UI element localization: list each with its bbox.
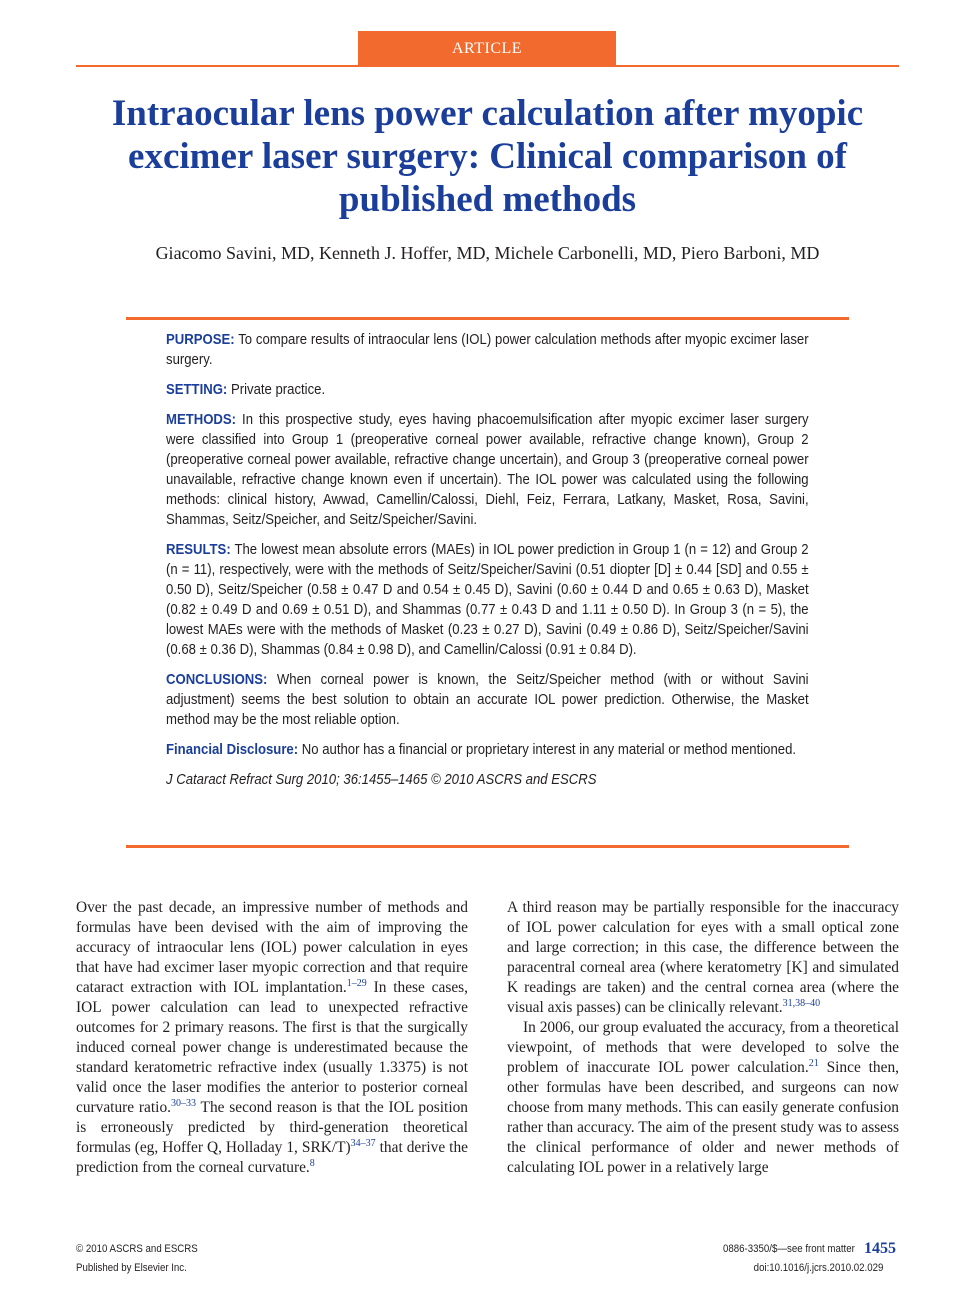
body-text: In 2006, our group evaluated the accuracy, from a theoretical viewpoint, of methods that were developed to solve the problem of inaccurate IOL power calculation. (507, 1019, 899, 1076)
abstract-methods (166, 410, 809, 530)
body-text: The second reason is that the IOL position is erroneously predicted by third-generation theoretical formulas (eg, Hoffer Q, Holladay 1, SRK/T) (76, 1099, 468, 1156)
reference-link[interactable]: 21 (808, 1057, 819, 1069)
abstract-results (166, 540, 809, 660)
abstract-top-rule (126, 317, 849, 320)
article-title: Intraocular lens power calculation after myopic excimer laser surgery: Clinical comparison of published methods (111, 93, 864, 220)
body-text: Over the past decade, an impressive number of methods and formulas have been devised with the aim of improving the accuracy of intraocular lens (IOL) power calculation in eyes that have had excimer laser myopic correction and that require cataract extraction with IOL implantation. (76, 899, 468, 996)
reference-link[interactable]: 34–37 (350, 1137, 376, 1149)
footer-publisher: Published by Elsevier Inc. (76, 1262, 187, 1274)
body-column-right (507, 898, 899, 1178)
reference-link[interactable]: 1–29 (346, 977, 367, 989)
reference-link[interactable]: 31,38–40 (782, 997, 821, 1009)
abstract-financial-disclosure (166, 740, 809, 760)
body-paragraph (507, 898, 899, 1018)
footer-doi[interactable]: doi:10.1016/j.jcrs.2010.02.029 (753, 1262, 883, 1274)
abstract-label: METHODS: (166, 412, 237, 428)
author-list: Giacomo Savini, MD, Kenneth J. Hoffer, MD, Michele Carbonelli, MD, Piero Barboni, MD (155, 243, 820, 263)
abstract-text: No author has a financial or proprietary interest in any material or method mentioned. (298, 742, 797, 758)
footer-issn: 0886-3350/$—see front matter (723, 1243, 855, 1255)
abstract-label: Financial Disclosure: (166, 742, 299, 758)
body-text: In these cases, IOL power calculation can lead to unexpected refractive outcomes for 2 primary reasons. The first is that the surgically induced corneal power change is underestimated because the standard keratometric refractive index (usually 1.3375) is not valid once the laser modifies the anterior to posterior corneal curvature ratio. (76, 979, 468, 1116)
abstract-label: SETTING: (166, 382, 228, 398)
body-text: that derive the prediction from the corneal curvature. (76, 1139, 468, 1176)
abstract-text: When corneal power is known, the Seitz/Speicher method (with or without Savini adjustment) seems the best solution to obtain an accurate IOL power prediction. Otherwise, the Masket method may be the most reliable option. (166, 672, 809, 728)
abstract (166, 330, 809, 800)
abstract-bottom-rule (126, 845, 849, 848)
body-text: A third reason may be partially responsible for the inaccuracy of IOL power calculation for eyes with a small optical zone and large correction; in this case, the difference between the paracentral corneal area (where keratometry [K] and simulated K readings are taken) and the central cornea area (where the visual axis passes) can be clinically relevant. (507, 899, 899, 1016)
abstract-label: PURPOSE: (166, 332, 235, 348)
journal-citation: J Cataract Refract Surg 2010; 36:1455–1465 © 2010 ASCRS and ESCRS (166, 772, 597, 788)
abstract-label: RESULTS: (166, 542, 231, 558)
body-paragraph (76, 898, 468, 1178)
header-rule (76, 65, 899, 67)
abstract-label: CONCLUSIONS: (166, 672, 268, 688)
article-type-tag: ARTICLE (358, 31, 616, 66)
abstract-conclusions (166, 670, 809, 730)
footer-copyright: © 2010 ASCRS and ESCRS (76, 1243, 198, 1255)
reference-link[interactable]: 30–33 (171, 1097, 196, 1109)
body-paragraph (507, 1018, 899, 1178)
abstract-text: In this prospective study, eyes having phacoemulsification after myopic excimer laser surgery were classified into Group 1 (preoperative corneal power available, refractive change known), Group 2 (preoperative corneal power available, refractive change uncertain), and Group 3 (preoperative corneal power unavailable, refractive change known even if uncertain). The IOL power was calculated using the following methods: clinical history, Awwad, Camellin/Calossi, Diehl, Feiz, Ferrara, Latkany, Masket, Rosa, Savini, Shammas, Seitz/Speicher, and Seitz/Speicher/Savini. (166, 412, 809, 528)
abstract-text: To compare results of intraocular lens (IOL) power calculation methods after myopic excimer laser surgery. (166, 332, 809, 368)
abstract-setting (166, 380, 809, 400)
body-text: Since then, other formulas have been described, and surgeons can now choose from many methods. This can easily generate confusion rather than accuracy. The aim of the present study was to assess the clinical performance of older and newer methods of calculating IOL power in a relatively large (507, 1059, 900, 1176)
page-number: 1455 (864, 1240, 896, 1257)
abstract-purpose (166, 330, 809, 370)
body-column-left (76, 898, 468, 1178)
abstract-text: The lowest mean absolute errors (MAEs) in IOL power prediction in Group 1 (n = 12) and Group 2 (n = 11), respectively, were with the methods of Seitz/Speicher/Savini (0.51 diopter [D] ± 0.44 [SD] and 0.55 ± 0.50 D), Seitz/Speicher (0.58 ± 0.47 D and 0.54 ± 0.45 D), Savini (0.60 ± 0.44 D and 0.65 ± 0.63 D), Masket (0.82 ± 0.49 D and 0.69 ± 0.51 D), and Shammas (0.77 ± 0.43 D and 1.11 ± 0.50 D). In Group 3 (n = 5), the lowest MAEs were with the methods of Masket (0.23 ± 0.27 D), Savini (0.49 ± 0.86 D), Seitz/Speicher/Savini (0.68 ± 0.36 D), Shammas (0.84 ± 0.98 D), and Camellin/Calossi (0.91 ± 0.84 D). (166, 542, 809, 658)
abstract-text: Private practice. (227, 382, 326, 398)
reference-link[interactable]: 8 (309, 1157, 315, 1169)
